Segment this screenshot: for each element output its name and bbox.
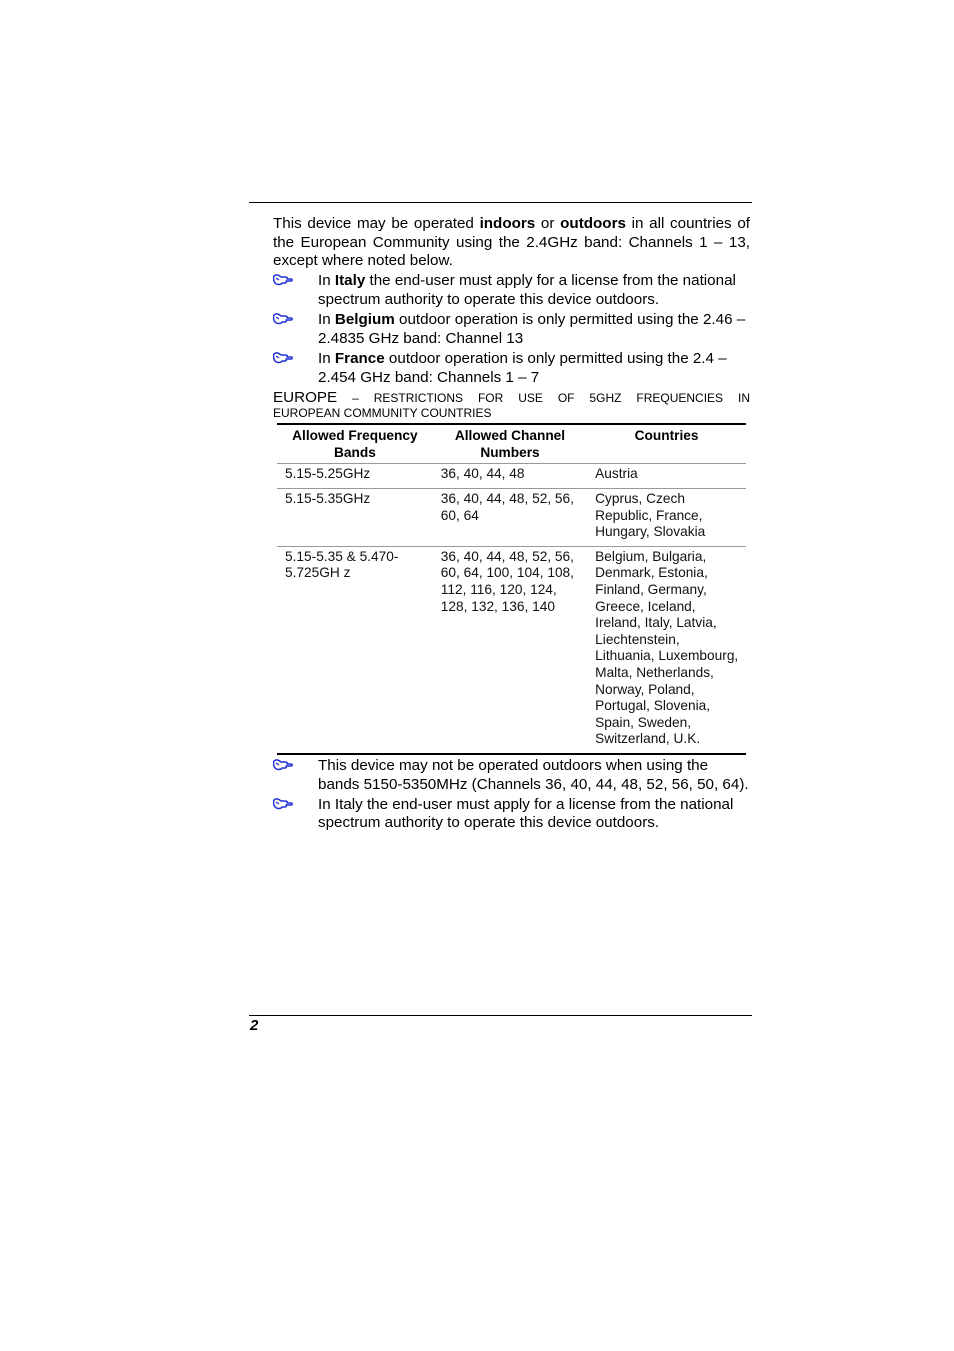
bullet-item-outdoor-restriction <box>273 757 750 794</box>
intro-text-1: This device may be operated <box>273 215 480 232</box>
bottom-rule <box>249 1015 752 1016</box>
intro-bold-outdoors: outdoors <box>560 215 626 232</box>
intro-text-2: or <box>535 215 561 232</box>
pointing-hand-icon <box>273 797 293 811</box>
cell-channels: 36, 40, 44, 48 <box>433 464 587 489</box>
intro-bold-indoors: indoors <box>479 215 536 232</box>
bullet-text-post: outdoor operation is only permitted using the 2.46 – 2.4835 GHz band: Channel 13 <box>318 311 746 347</box>
table-row <box>277 489 746 547</box>
heading-rest: RESTRICTIONS FOR USE OF 5GHZ FREQUENCIES IN <box>373 391 750 406</box>
bullet-item-italy <box>273 272 750 309</box>
bullet-bold: Belgium <box>334 311 395 329</box>
header-countries: Countries <box>587 424 746 464</box>
header-frequency-bands: Allowed Frequency Bands <box>277 424 433 464</box>
bullet-text-pre: In <box>318 311 335 329</box>
frequency-table <box>277 423 746 755</box>
bullet-text-post: outdoor operation is only permitted using the 2.4 – 2.454 GHz band: Channels 1 – 7 <box>318 349 727 386</box>
cell-frequency: 5.15-5.25GHz <box>277 464 433 489</box>
table-row <box>277 464 746 489</box>
cell-channels: 36, 40, 44, 48, 52, 56, 60, 64, 100, 104, 108, 112, 116, 120, 124, 128, 132, 136, 140 <box>433 546 587 754</box>
cell-countries: Austria <box>587 464 746 489</box>
cell-countries: Belgium, Bulgaria, Denmark, Estonia, Finland, Germany, Greece, Iceland, Ireland, Italy, Latvia, Liechtenstein, Lithuania, Luxembourg, Malta, Netherlands, Norway, Poland, Portugal, Slovenia, Spain, Sweden, Switzerland, U.K. <box>587 546 746 754</box>
header-channel-numbers: Allowed Channel Numbers <box>433 424 587 464</box>
bullet-item-italy-license <box>273 796 750 833</box>
pointing-hand-icon <box>273 758 293 772</box>
bullet-text-pre: In <box>318 349 335 367</box>
bullet-text-pre: In <box>318 272 335 290</box>
heading-dash: – <box>337 391 374 406</box>
top-rule <box>249 202 752 203</box>
pointing-hand-icon <box>273 351 293 365</box>
cell-frequency: 5.15-5.35 & 5.470-5.725GH z <box>277 546 433 754</box>
bullet-text: In Italy the end-user must apply for a license from the national spectrum authority to operate this device outdoors. <box>318 795 734 832</box>
bullet-item-france <box>273 350 750 387</box>
intro-text-3: in all countries of the European Community using the 2.4GHz band: Channels 1 – 13, except where noted below. <box>273 215 751 270</box>
bullet-text: This device may not be operated outdoors when using the bands 5150-5350MHz (Channels 36, 40, 44, 48, 52, 56, 50, 64). <box>318 756 749 793</box>
bullet-text-post: the end-user must apply for a license from the national spectrum authority to operate this device outdoors. <box>318 272 736 309</box>
cell-frequency: 5.15-5.35GHz <box>277 489 433 547</box>
pointing-hand-icon <box>273 312 293 326</box>
table-row <box>277 546 746 754</box>
pointing-hand-icon <box>273 273 293 287</box>
table-header-row <box>277 424 746 464</box>
page-content <box>273 215 750 833</box>
bullet-item-belgium <box>273 311 750 348</box>
cell-countries: Cyprus, Czech Republic, France, Hungary, Slovakia <box>587 489 746 547</box>
bullet-bold: Italy <box>334 272 366 290</box>
bullet-bold: France <box>334 349 385 367</box>
intro-paragraph <box>273 215 750 271</box>
cell-channels: 36, 40, 44, 48, 52, 56, 60, 64 <box>433 489 587 547</box>
section-heading <box>273 390 750 406</box>
heading-lead: EUROPE <box>273 389 338 407</box>
page-number: 2 <box>250 1017 259 1034</box>
section-heading-line2: EUROPEAN COMMUNITY COUNTRIES <box>273 406 492 421</box>
